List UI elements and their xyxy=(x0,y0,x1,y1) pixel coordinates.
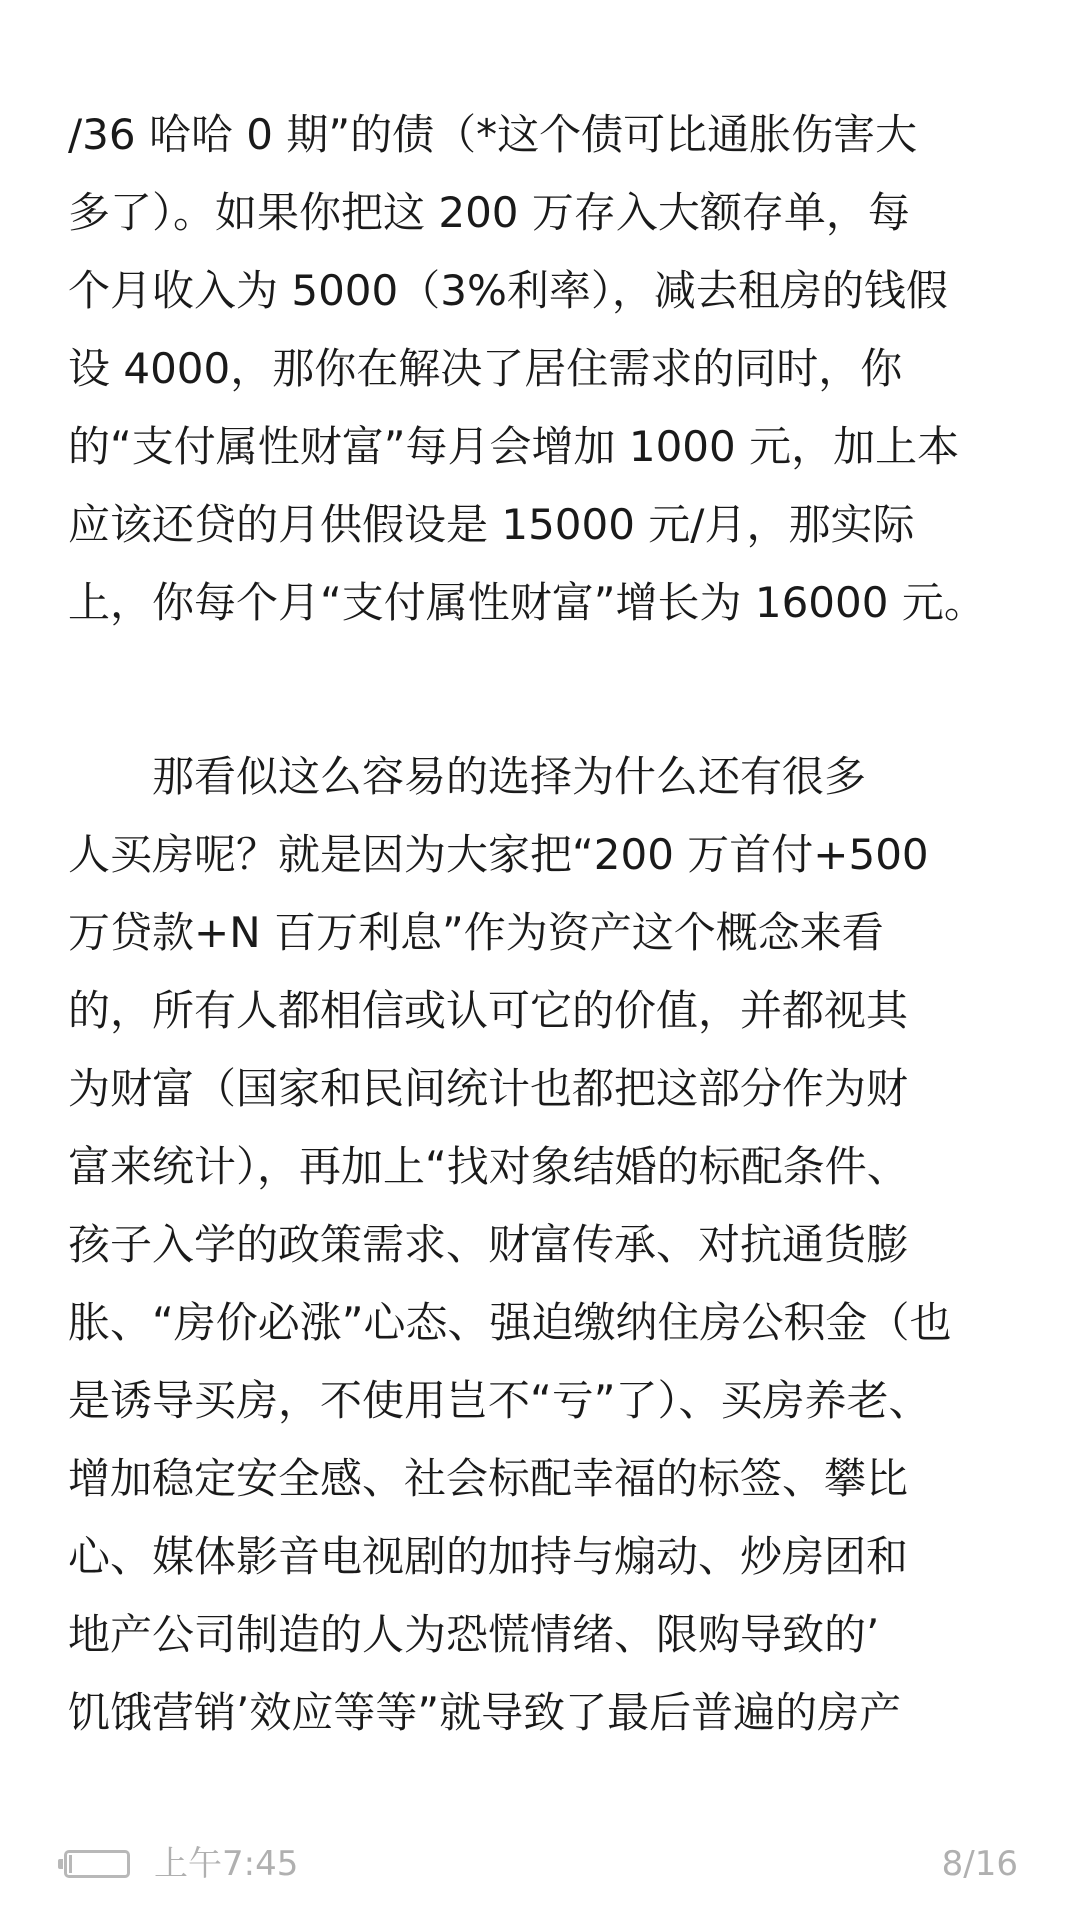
text-line: 多了）。如果你把这 200 万存入大额存单，每 xyxy=(68,188,910,237)
text-line: 设 4000，那你在解决了居住需求的同时，你 xyxy=(68,344,903,393)
text-line: 个月收入为 5000（3%利率），减去租房的钱假 xyxy=(68,266,948,315)
battery-icon xyxy=(64,1850,130,1878)
text-line: 上，你每个月“支付属性财富”增长为 16000 元。 xyxy=(68,578,986,627)
text-line: 增加稳定安全感、社会标配幸福的标签、攀比 xyxy=(68,1454,909,1503)
text-line: 富来统计），再加上“找对象结婚的标配条件、 xyxy=(68,1142,909,1191)
text-line: 那看似这么容易的选择为什么还有很多 xyxy=(68,752,867,801)
text-line: 人买房呢？就是因为大家把“200 万首付+500 xyxy=(68,830,929,879)
page-indicator: 8/16 xyxy=(941,1844,1018,1884)
battery-level xyxy=(69,1855,72,1873)
text-line: 饥饿营销’效应等等”就导致了最后普遍的房产 xyxy=(68,1688,902,1737)
text-line: /36 哈哈 0 期”的债（*这个债可比通胀伤害大 xyxy=(68,110,918,159)
text-line: 孩子入学的政策需求、财富传承、对抗通货膨 xyxy=(68,1220,909,1269)
text-line: 的，所有人都相信或认可它的价值，并都视其 xyxy=(68,986,909,1035)
reader-status-bar xyxy=(0,1836,1080,1896)
text-line: 胀、“房价必涨”心态、强迫缴纳住房公积金（也 xyxy=(68,1298,952,1347)
text-line: 万贷款+N 百万利息”作为资产这个概念来看 xyxy=(68,908,884,957)
book-text xyxy=(68,96,1018,1752)
text-line: 心、媒体影音电视剧的加持与煽动、炒房团和 xyxy=(68,1532,909,1581)
text-line: 的“支付属性财富”每月会增加 1000 元，加上本 xyxy=(68,422,960,471)
paragraph-gap xyxy=(68,642,1018,738)
text-line: 为财富（国家和民间统计也都把这部分作为财 xyxy=(68,1064,909,1113)
text-line: 地产公司制造的人为恐慌情绪、限购导致的’ xyxy=(68,1610,880,1659)
text-line: 是诱导买房，不使用岂不“亏”了）、买房养老、 xyxy=(68,1376,931,1425)
clock-time: 上午7:45 xyxy=(154,1844,299,1884)
text-line: 应该还贷的月供假设是 15000 元/月，那实际 xyxy=(68,500,915,549)
